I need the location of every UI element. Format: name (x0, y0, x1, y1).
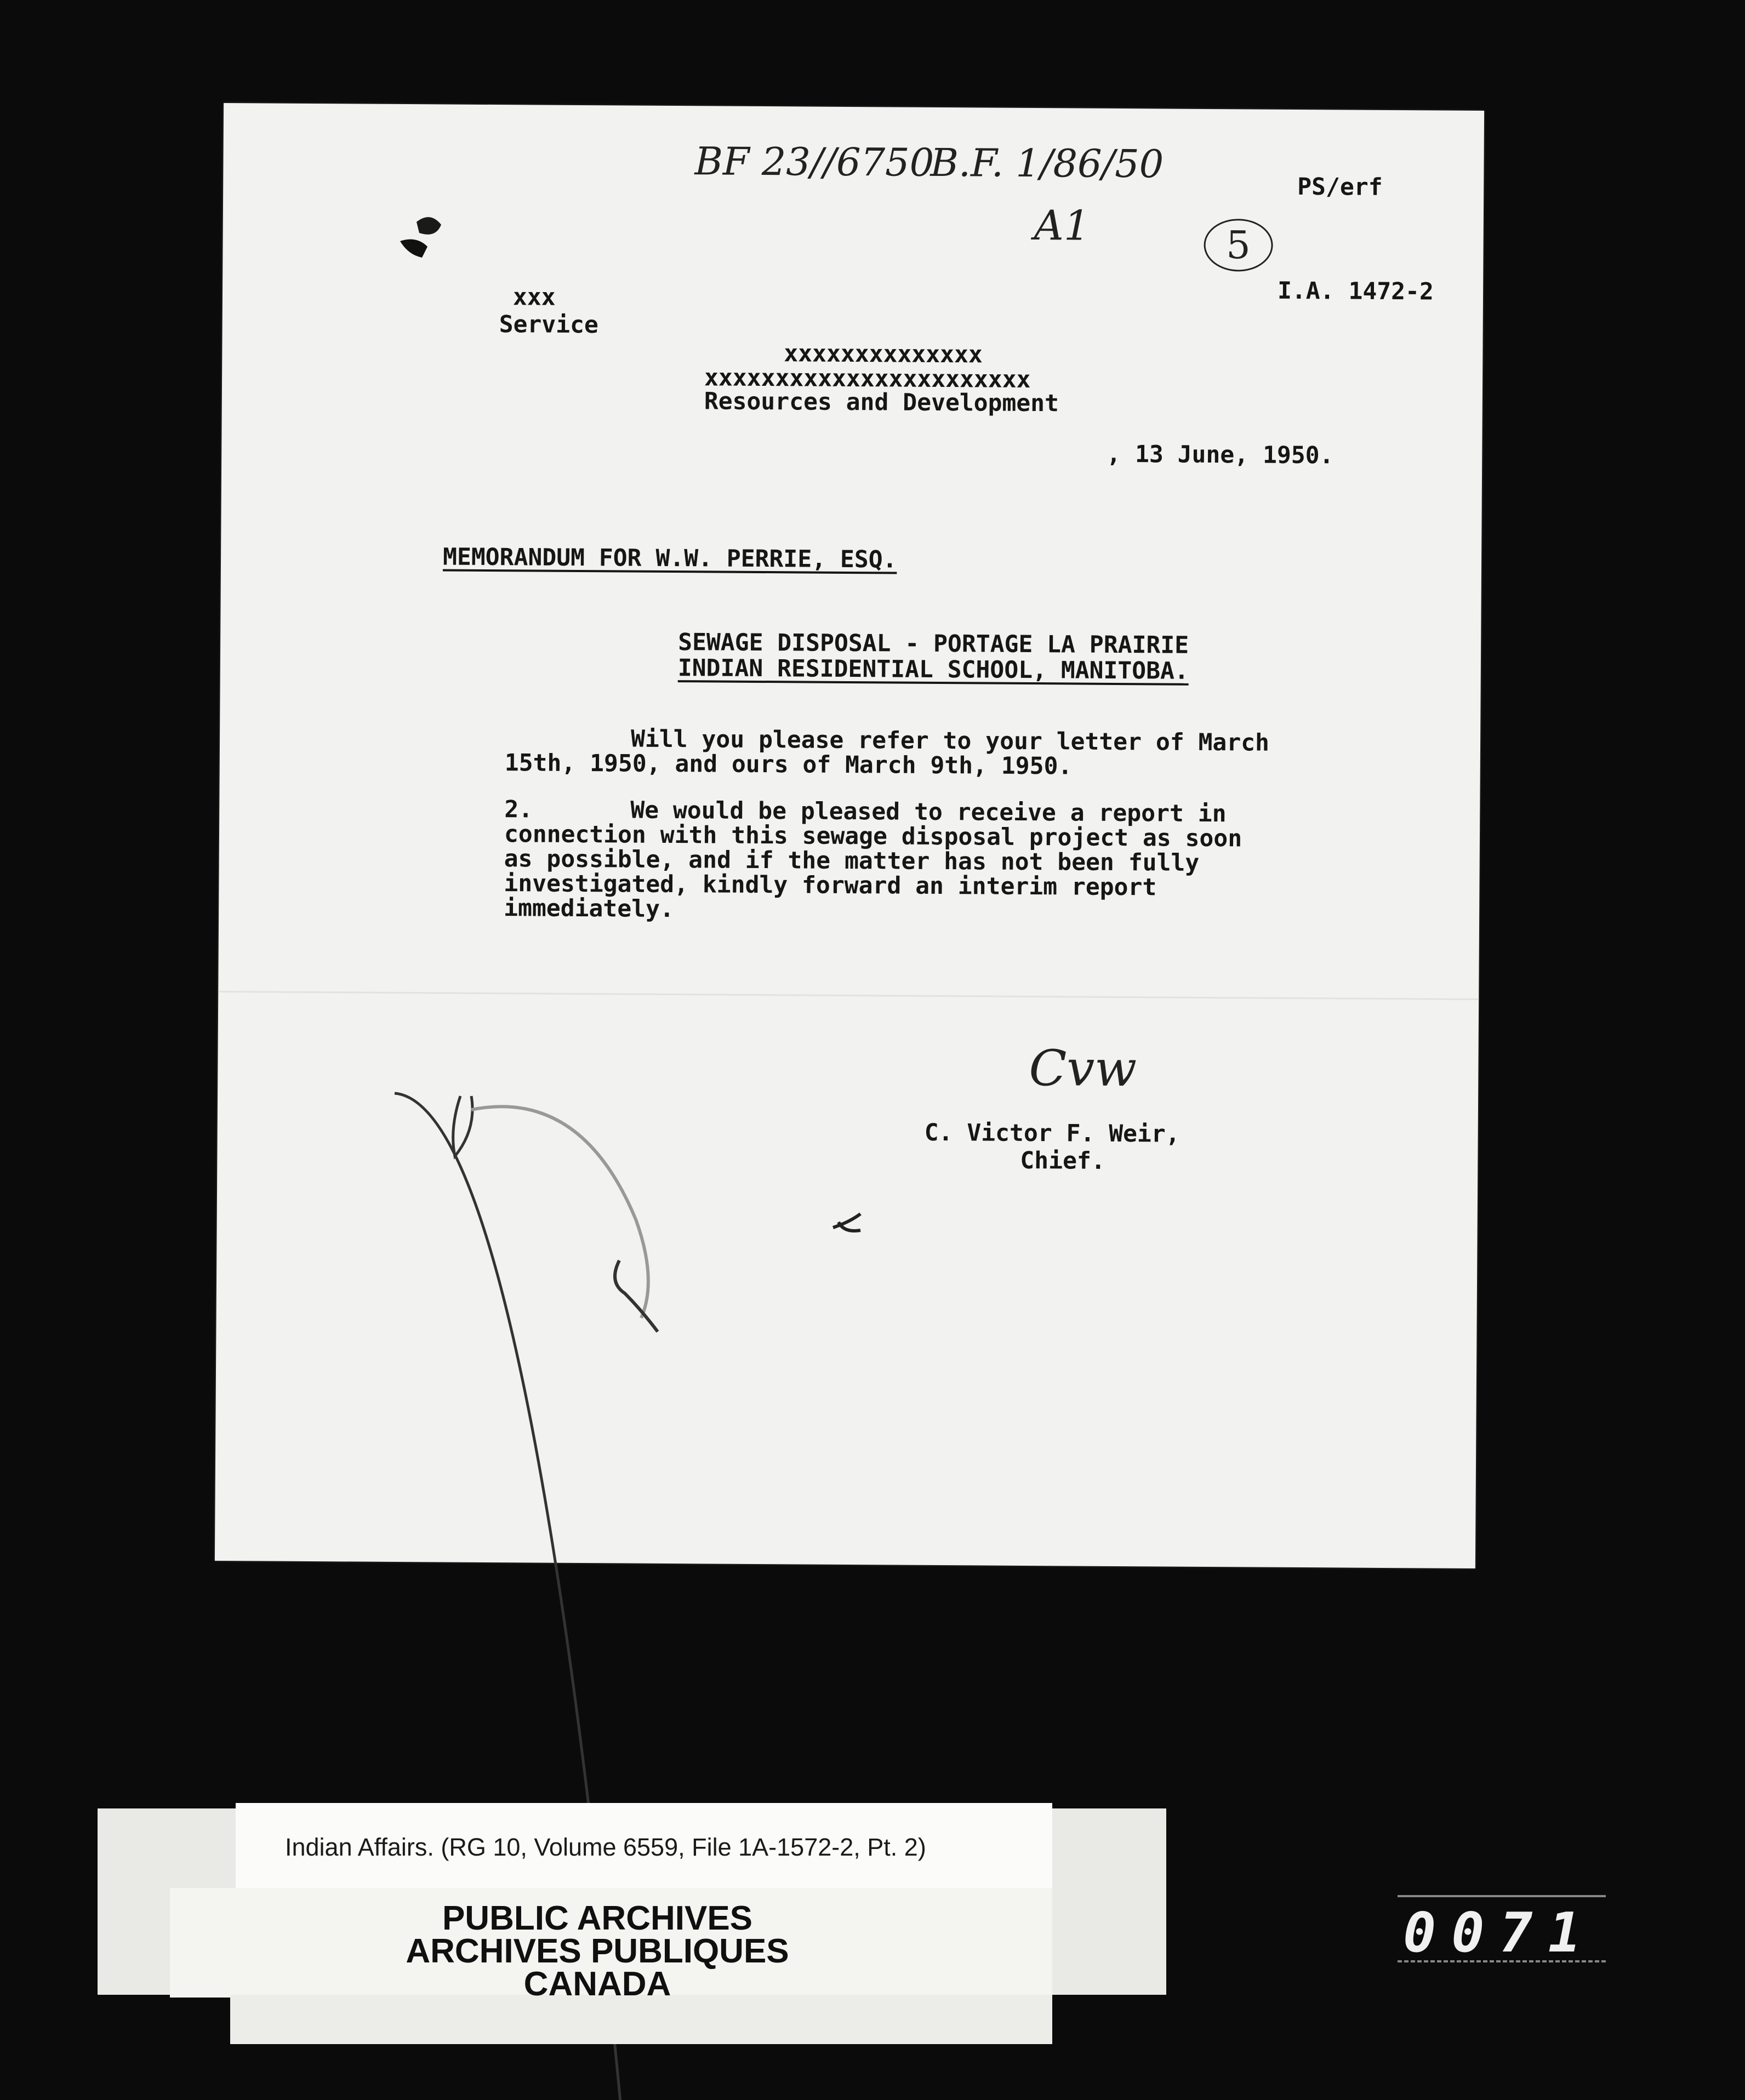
paragraph-1-line-2: 15th, 1950, and ours of March 9th, 1950. (504, 749, 1073, 780)
document-page (215, 103, 1484, 1568)
paragraph-1-line-1: Will you please refer to your letter of March (630, 725, 1270, 757)
paragraph-2-line-1: We would be pleased to receive a report in (630, 796, 1227, 828)
paragraph-2-line-5: immediately. (504, 894, 674, 923)
handwritten-reference-2: B.F. 1/86/50 (930, 140, 1164, 187)
subject-line-1: SEWAGE DISPOSAL - PORTAGE LA PRAIRIE (677, 629, 1189, 659)
memo-date: , 13 June, 1950. (1107, 440, 1334, 470)
archive-name-en: PUBLIC ARCHIVES (442, 1899, 753, 1937)
handwritten-signature-initials: Cvw (1029, 1040, 1137, 1098)
memo-addressee: MEMORANDUM FOR W.W. PERRIE, ESQ. (442, 543, 897, 574)
sender-line-2: Service (499, 311, 599, 339)
handwritten-reference-1: BF 23//6750 (694, 139, 934, 185)
paragraph-2-line-4: investigated, kindly forward an interim report (504, 870, 1157, 901)
paragraph-2-number: 2. (504, 796, 533, 824)
signatory-name: C. Victor F. Weir, (924, 1119, 1180, 1148)
handwritten-initials: A1 (1034, 201, 1090, 250)
archive-name-fr: ARCHIVES PUBLIQUES (406, 1932, 789, 1970)
frame-counter-digits: 0071 (1403, 1901, 1596, 1965)
sender-line-3: Resources and Development (704, 387, 1059, 418)
archive-reference: Indian Affairs. (RG 10, Volume 6559, File 1A-1572-2, Pt. 2) (285, 1833, 926, 1861)
archive-country: CANADA (523, 1965, 671, 2003)
paragraph-2-line-3: as possible, and if the matter has not been fully (504, 845, 1200, 877)
page-fold-line (218, 991, 1479, 1000)
subject-line-2: INDIAN RESIDENTIAL SCHOOL, MANITOBA. (677, 654, 1189, 685)
frame-counter (1398, 1895, 1606, 1965)
paragraph-2-line-2: connection with this sewage disposal project as soon (504, 820, 1242, 853)
circled-page-number: 5 (1204, 219, 1273, 272)
file-number: I.A. 1472-2 (1277, 277, 1434, 306)
sender-struck-line-1: xxxxxxxxxxxxxx (784, 340, 983, 369)
sender-line-1: xxx (512, 283, 556, 311)
sender-struck-line-2: xxxxxxxxxxxxxxxxxxxxxxx (704, 364, 1031, 394)
signatory-title: Chief. (1020, 1146, 1105, 1175)
typist-reference: PS/erf (1297, 173, 1383, 201)
